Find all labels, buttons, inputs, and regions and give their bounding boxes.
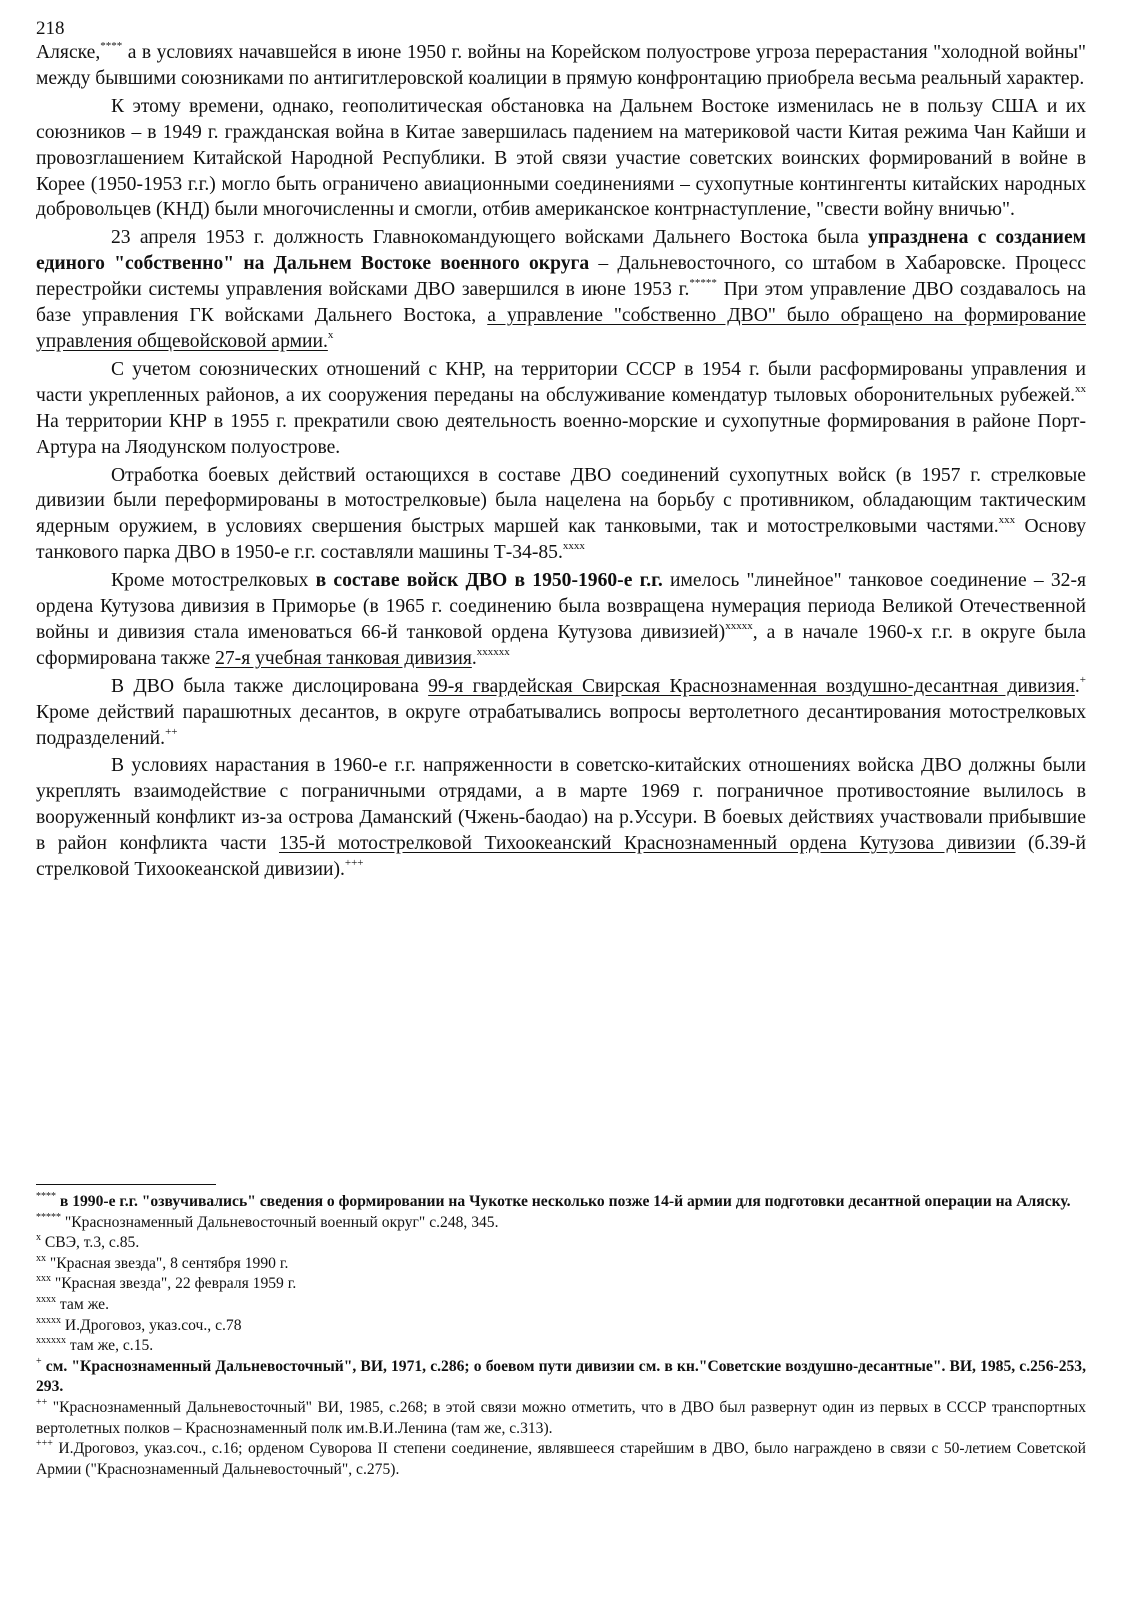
footnote-marker: x: [36, 1232, 41, 1244]
text-run: Кроме действий парашютных десантов, в округе отрабатывались вопросы вертолетного десантирования мотострелковых подразделений.: [36, 701, 1086, 749]
footnote: [36, 1213, 1086, 1234]
paragraph-2: [36, 94, 1086, 224]
underlined-phrase: 27-я учебная танковая дивизия: [215, 647, 472, 669]
footnote-marker: ++: [36, 1396, 48, 1408]
footnote-ref[interactable]: ++: [165, 725, 178, 738]
footnote: [36, 1336, 1086, 1357]
footnote-text: "Краснознаменный Дальневосточный" ВИ, 1985, с.268; в этой связи можно отметить, что в ДВО был развернут один из первых в СССР транспортных вертолетных полков – Краснознаменный полк им.В.И.Ленина (там же, с.313).: [36, 1398, 1086, 1437]
footnote: [36, 1192, 1086, 1213]
footnote-ref[interactable]: x: [327, 328, 334, 341]
footnote-marker: *****: [36, 1211, 61, 1223]
main-text: [36, 40, 1086, 883]
text-run: В условиях нарастания в 1960-е г.г. напряженности в советско-китайских отношениях войска ДВО должны были укреплять взаимодействие с пограничными отрядами, а в марте 1969 г. пограничное противостояние вылилось в вооруженный конфликт из-за острова Даманский (Чжень-баодао) на р.Уссури. В боевых действиях участвовали прибывшие в район конфликта части: [36, 755, 1086, 855]
underlined-phrase: 99-я гвардейская Свирская Краснознаменная воздушно-десантная дивизия: [428, 675, 1075, 697]
footnote-text: в 1990-е г.г. "озвучивались" сведения о формировании на Чукотке несколько позже 14-й армии для подготовки десантной операции на Аляску.: [56, 1193, 1071, 1210]
text-run: Кроме мотострелковых: [111, 570, 316, 592]
bold-phrase: в составе войск ДВО в 1950-1960-е г.г.: [315, 570, 663, 592]
footnote-text: там же.: [56, 1295, 109, 1313]
text-run: При этом управление ДВО создавалось на базе управления ГК войсками Дальнего Востока,: [36, 279, 1086, 327]
footnote-text: СВЭ, т.3, с.85.: [41, 1234, 140, 1252]
footnote-separator: [36, 1184, 216, 1185]
footnote-marker: xxxxxx: [36, 1335, 66, 1347]
footnote-ref[interactable]: *****: [689, 277, 717, 290]
footnote-text: "Красная звезда", 8 сентября 1990 г.: [46, 1254, 289, 1272]
underlined-phrase: 135-й мотострелковой Тихоокеанский Краснознаменный ордена Кутузова дивизии: [279, 833, 1016, 855]
footnote: [36, 1357, 1086, 1398]
text-run: имелось "линейное" танковое соединение – 32-я ордена Кутузова дивизия в Приморье (в 1965 г. соединению была возвращена нумерация периода Великой Отечественной войны и дивизия стала именоваться 66-й танковой ордена Кутузова дивизией): [36, 570, 1087, 643]
text-run: .: [471, 647, 477, 669]
footnote-text: "Красная звезда", 22 февраля 1959 г.: [51, 1275, 297, 1293]
footnote-text: см. "Краснознаменный Дальневосточный", ВИ, 1971, с.286; о боевом пути дивизии см. в кн."Советские воздушно-десантные". ВИ, 1985, с.256-253, 293.: [36, 1357, 1086, 1396]
paragraph-5: [36, 463, 1086, 567]
paragraph-7: [36, 674, 1086, 752]
text-run: а в условиях начавшейся в июне 1950 г. войны на Корейском полуострове угроза перерастания "холодной войны" между бывшими союзниками по антигитлеровской коалиции в прямую конфронтацию приобрела весьма реальный характер.: [36, 42, 1086, 89]
footnote-ref[interactable]: xxxxxx: [476, 645, 510, 658]
text-run: Отработка боевых действий остающихся в составе ДВО соединений сухопутных войск (в 1957 г. стрелковые дивизии были переформированы в мотострелковые) была нацелена на борьбу с противником, обладающим тактическим ядерным оружием, в условиях свершения быстрых маршей как танковыми, так и мотострелковыми частями.: [36, 464, 1086, 538]
footnote: [36, 1398, 1086, 1439]
footnote-ref[interactable]: xxxxx: [725, 619, 753, 632]
bold-phrase: упразднена с созданием единого "собственно" на Дальнем Востоке военного округа: [36, 227, 1086, 275]
footnote-marker: ****: [36, 1191, 56, 1202]
text-run: , а в начале 1960-х г.г. в округе была сформирована также: [36, 621, 1087, 669]
footnote-marker: +++: [36, 1438, 53, 1450]
footnote-marker: xx: [36, 1252, 46, 1264]
footnote-ref[interactable]: +++: [344, 857, 364, 870]
text-run: Основу танкового парка ДВО в 1950-е г.г. составляли машины Т-34-85.: [36, 516, 1087, 564]
text-run: К этому времени, однако, геополитическая обстановка на Дальнем Востоке изменилась не в пользу США и их союзников – в 1949 г. гражданская война в Китае завершилась падением на материковой части Китая режима Чан Кайши и провозглашением Китайской Народной Республики. В этой связи участие советских воинских формирований в войне в Корее (1950-1953 г.г.) могло быть ограничено авиационными соединениями – сухопутные контингенты китайских народных добровольцев (КНД) были многочисленны и смогли, отбив американское контрнаступление, "свести войну вничью".: [36, 95, 1086, 221]
text-run: В ДВО была также дислоцирована: [111, 675, 429, 697]
footnote-ref[interactable]: xxxx: [562, 540, 585, 553]
footnote-marker: +: [36, 1355, 42, 1367]
page-number: 218: [36, 18, 65, 39]
footnote: [36, 1295, 1086, 1316]
text-run: (б.39-й стрелковой Тихоокеанской дивизии).: [36, 833, 1086, 881]
text-run: 23 апреля 1953 г. должность Главнокомандующего войсками Дальнего Востока была: [111, 227, 869, 249]
footnote-ref[interactable]: xx: [1075, 382, 1086, 395]
footnote-text: там же, с.15.: [66, 1337, 154, 1355]
paragraph-8: [36, 753, 1086, 883]
footnote: [36, 1316, 1086, 1337]
footnote-text: И.Дроговоз, указ.соч., с.78: [61, 1316, 242, 1334]
footnote-marker: xxx: [36, 1273, 51, 1285]
footnote-text: И.Дроговоз, указ.соч., с.16; орденом Суворова II степени соединение, являвшееся старейшим в ДВО, было награждено в связи с 50-летием Советской Армии ("Краснознаменный Дальневосточный", с.275).: [36, 1440, 1086, 1478]
footnote-ref[interactable]: xxx: [998, 514, 1016, 527]
footnote: [36, 1233, 1086, 1254]
paragraph-4: [36, 357, 1086, 461]
text-run: На территории КНР в 1955 г. прекратили свою деятельность военно-морские и сухопутные формирования в районе Порт-Артура на Ляодунском полуострове.: [36, 410, 1086, 458]
footnote-marker: xxxxx: [36, 1314, 61, 1326]
footnote: [36, 1439, 1086, 1480]
text-run: – Дальневосточного, со штабом в Хабаровске. Процесс перестройки системы управления войсками ДВО завершился в июне 1953 г.: [36, 253, 1086, 301]
footnote-marker: xxxx: [36, 1293, 56, 1305]
underlined-phrase: а управление "собственно ДВО" было обращено на формирование управления общевойсковой армии.: [36, 305, 1086, 352]
paragraph-3: [36, 225, 1086, 355]
text-run: С учетом союзнических отношений с КНР, на территории СССР в 1954 г. были расформированы управления и части укрепленных районов, а их сооружения переданы на обслуживание комендатур тыловых оборонительных рубежей.: [36, 358, 1086, 406]
text-run: Аляске,: [36, 42, 101, 63]
footnote-ref[interactable]: +: [1079, 673, 1086, 686]
paragraph-1: [36, 40, 1086, 92]
footnote: [36, 1274, 1086, 1295]
footnotes: [36, 1192, 1086, 1480]
footnote: [36, 1254, 1086, 1275]
paragraph-6: [36, 568, 1086, 672]
text-run: .: [1074, 675, 1080, 697]
footnote-text: "Краснознаменный Дальневосточный военный округ" с.248, 345.: [61, 1213, 499, 1231]
footnote-ref[interactable]: ****: [100, 40, 123, 52]
